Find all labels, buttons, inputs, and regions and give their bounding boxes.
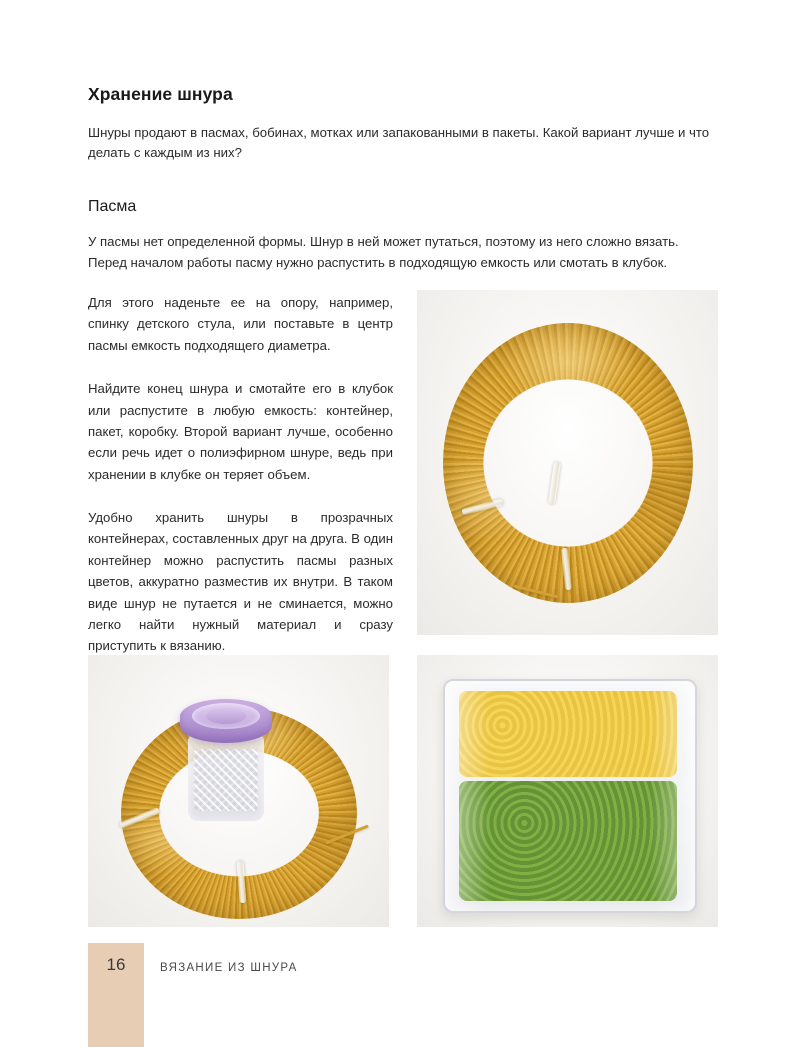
running-title: ВЯЗАНИЕ ИЗ ШНУРА bbox=[160, 962, 298, 974]
section-title: Пасма bbox=[88, 197, 137, 215]
container-lid bbox=[180, 699, 272, 743]
yellow-cord-bundle bbox=[459, 691, 677, 777]
body-text-column bbox=[88, 292, 393, 657]
page-number: 16 bbox=[106, 955, 126, 974]
page-header-block bbox=[88, 84, 718, 274]
plastic-container-with-lid bbox=[180, 691, 272, 821]
container-texture bbox=[194, 749, 258, 811]
body-paragraph-3: Удобно хранить шнуры в прозрачных контейнерах, составленных друг на друга. В один контейнер можно распустить пасмы разных цветов, аккуратно разместив их внутри. В таком виде шнур не путается и не сминается, можно легко найти нужный материал и сразу приступить к вязанию. bbox=[88, 510, 393, 654]
transparent-box bbox=[443, 679, 697, 913]
photo-yarn-hank bbox=[417, 290, 718, 635]
container-lid-center bbox=[206, 708, 246, 724]
page-title: Хранение шнура bbox=[88, 84, 233, 104]
photo-hank-around-container bbox=[88, 655, 389, 927]
photo-box-with-cords bbox=[417, 655, 718, 927]
body-paragraph-1: Для этого наденьте ее на опору, например, спинку детского стула, или поставьте в центр пасмы емкость подходящего диаметра. bbox=[88, 295, 393, 353]
body-paragraph-2: Найдите конец шнура и смотайте его в клубок или распустите в любую емкость: контейнер, пакет, коробку. Второй вариант лучше, особенно если речь идет о полиэфирном шнуре, ведь при хранении в клубке он теряет объем. bbox=[88, 381, 393, 482]
green-cord-bundle bbox=[459, 781, 677, 901]
intro-paragraph: Шнуры продают в пасмах, бобинах, мотках или запакованными в пакеты. Какой вариант лучше и что делать с каждым из них? bbox=[88, 125, 710, 161]
section-lede: У пасмы нет определенной формы. Шнур в ней может путаться, поэтому из него сложно вязать. Перед началом работы пасму нужно распустить в подходящую емкость или смотать в клубок. bbox=[88, 233, 679, 270]
